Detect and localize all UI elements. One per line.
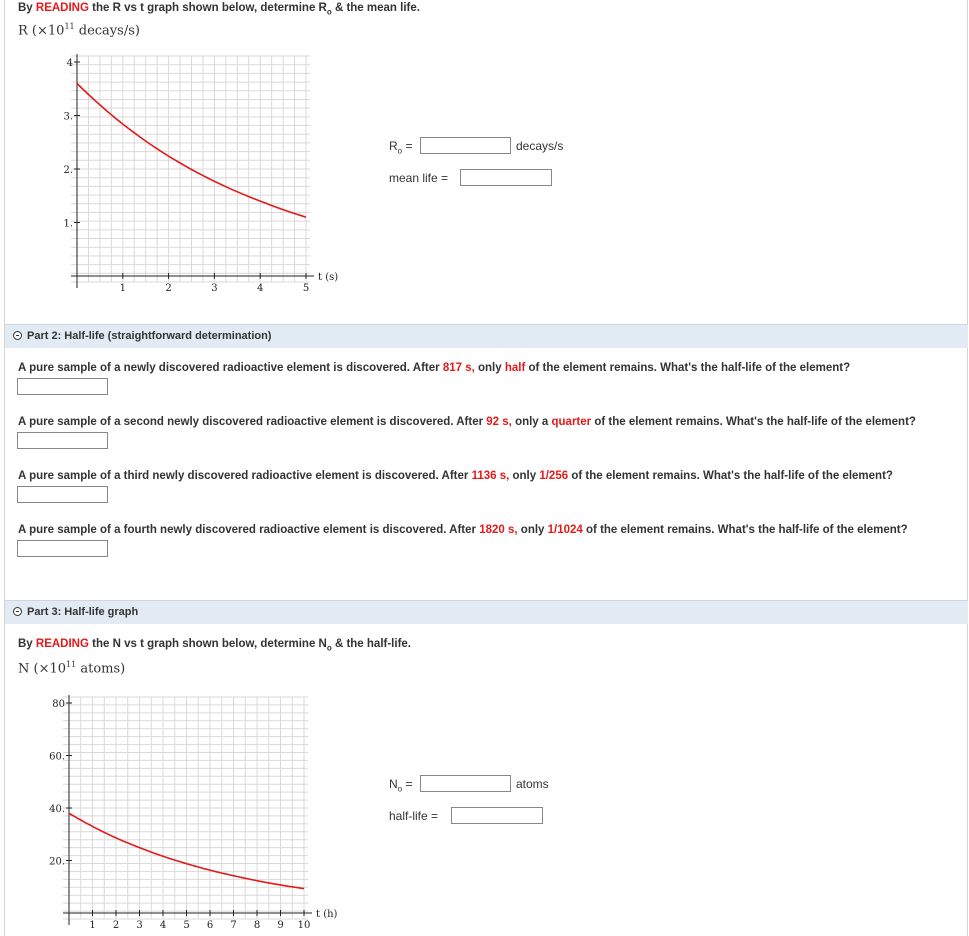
part2-title: Part 2: Half-life (straightforward determination) [27,330,272,342]
x-axis-label: t (s) [318,272,339,283]
x-tick-label: 7 [230,920,237,931]
question-2: A pure sample of a second newly discovered radioactive element is discovered. After 92 s, only a quarter of the element remains. What's the half-life of the element? [18,416,916,428]
collapse-icon[interactable] [13,607,22,616]
y-tick-label: 1. [63,218,73,230]
answer-2-input[interactable] [17,432,108,449]
part1-graph-y-label: R ($\times 10^{11}$ decays/s) [18,22,140,39]
y-tick-label: 80 [52,699,65,710]
mean-life-label: mean life = [389,171,449,185]
r0-input[interactable] [420,137,511,154]
mean-life-input[interactable] [460,169,552,186]
x-tick-label: 2 [165,283,172,294]
x-tick-label: 6 [206,920,214,931]
part1-instruction: By READING the R vs t graph shown below, determine $R_o$ & the mean life. [18,2,420,17]
collapse-icon[interactable] [13,331,22,340]
x-tick-label: 4 [257,283,264,294]
part2-header[interactable] [5,324,968,348]
x-tick-label: 1 [119,283,126,294]
r-vs-t-graph [0,40,360,300]
x-tick-label: 3 [211,283,218,294]
x-tick-label: 1 [89,920,96,931]
half-life-label: half-life = [389,809,439,823]
x-axis-label: t (h) [316,909,338,920]
y-tick-label: 40. [49,804,65,815]
y-tick-label: 4 [66,58,73,69]
answer-3-input[interactable] [17,486,108,503]
n0-input[interactable] [420,775,511,792]
question-1: A pure sample of a newly discovered radioactive element is discovered. After 817 s, only half of the element remains. What's the half-life of the element? [18,362,851,374]
x-tick-label: 9 [277,920,284,931]
x-tick-label: 8 [253,920,261,931]
y-tick-label: 2. [63,165,73,176]
r0-label: $R_o$ = [389,139,413,156]
half-life-input[interactable] [451,807,543,824]
x-tick-label: 2 [112,920,120,931]
n0-label: $N_o$ = [389,777,413,794]
question-4: A pure sample of a fourth newly discovered radioactive element is discovered. After 1820 s, only 1/1024 of the element remains. What's the half-life of the element? [18,524,908,536]
n0-unit: atoms [516,777,549,791]
answer-1-input[interactable] [17,378,108,395]
x-tick-label: 3 [136,920,143,931]
part3-instruction: By READING the N vs t graph shown below, determine $N_o$ & the half-life. [18,638,411,653]
x-tick-label: 4 [159,920,167,931]
question-3: A pure sample of a third newly discovered radioactive element is discovered. After 1136 s, only 1/256 of the element remains. What's the half-life of the element? [18,470,893,482]
part3-title: Part 3: Half-life graph [27,606,139,618]
part3-header[interactable] [5,600,968,624]
x-tick-label: 5 [302,283,310,294]
answer-4-input[interactable] [17,540,108,557]
x-tick-label: 5 [183,920,190,931]
part3-graph-y-label: N ($\times 10^{11}$ atoms) [18,660,126,677]
y-tick-label: 3. [63,111,73,123]
x-tick-label: 10 [297,920,311,931]
r0-unit: decays/s [516,139,564,153]
y-tick-label: 20. [49,856,65,868]
n-vs-t-graph [0,676,360,936]
y-tick-label: 60. [49,751,65,763]
